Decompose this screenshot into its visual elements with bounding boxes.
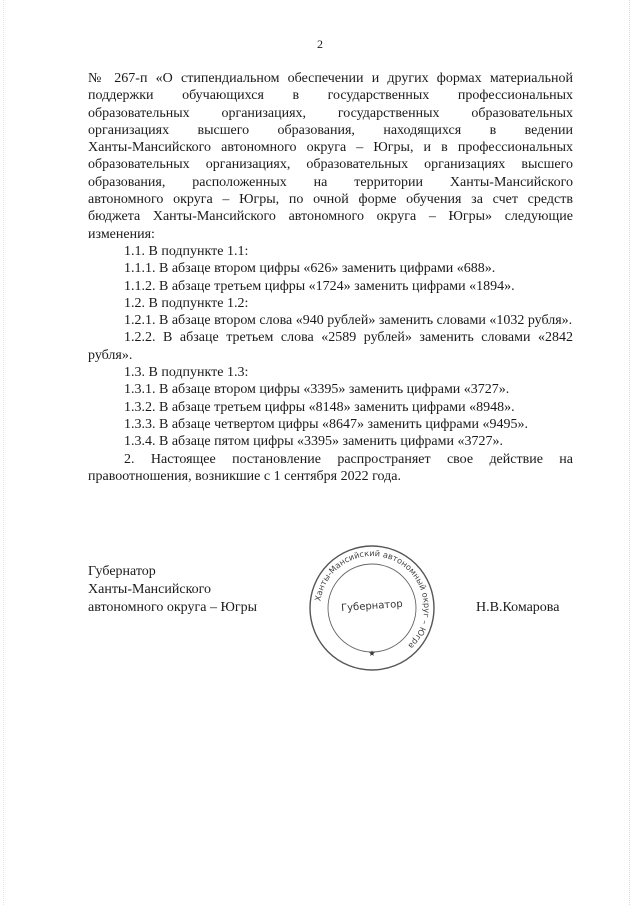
item-1-3-1: 1.3.1. В абзаце втором цифры «3395» заменить цифрами «3727». <box>124 382 510 398</box>
intro-line: изменения: <box>88 226 155 242</box>
item-1-1-2: 1.1.2. В абзаце третьем цифры «1724» заменить цифрами «1894». <box>124 278 515 294</box>
scan-edge-left <box>3 0 4 905</box>
subclause-1-1-heading: 1.1. В подпункте 1.1: <box>124 243 249 259</box>
item-1-3-4: 1.3.4. В абзаце пятом цифры «3395» заменить цифрами «3727». <box>124 434 503 450</box>
intro-line: организациях высшего образования, находящихся в ведении <box>88 122 573 138</box>
intro-line: бюджета Ханты-Мансийского автономного округа – Югры» следующие <box>88 209 573 225</box>
item-1-3-3: 1.3.3. В абзаце четвертом цифры «8647» заменить цифрами «9495». <box>124 416 528 432</box>
seal-center-text: Губернатор <box>340 598 404 615</box>
seal-star-icon: ★ <box>368 649 376 658</box>
intro-line: образовательных организациях, государственных образовательных <box>88 105 573 121</box>
signatory-name: Н.В.Комарова <box>476 600 560 615</box>
signatory-title-line: Губернатор <box>88 564 156 579</box>
intro-line: поддержки обучающихся в государственных профессиональных <box>88 88 573 104</box>
intro-line: образовательных организациях, образовательных организациях высшего <box>88 157 573 173</box>
clause-2: 2. Настоящее постановление распространяет свое действие на правоотношения, возникшие с 1 сентября 2022 года. <box>88 451 573 484</box>
item-1-2-2: 1.2.2. В абзаце третьем слова «2589 рублей» заменить словами «2842 рубля». <box>88 330 573 363</box>
signatory-title <box>88 563 257 617</box>
intro-line: Ханты-Мансийского автономного округа – Югры, и в профессиональных <box>88 140 573 156</box>
scan-edge-right <box>629 0 630 905</box>
intro-line: автономного округа – Югры, по очной форме обучения за счет средств <box>88 192 573 208</box>
item-1-2-1: 1.2.1. В абзаце втором слова «940 рублей» заменить словами «1032 рубля». <box>124 313 573 329</box>
subclause-1-3-heading: 1.3. В подпункте 1.3: <box>124 365 249 381</box>
page-number: 2 <box>317 37 323 51</box>
document-body <box>88 70 573 485</box>
intro-line: образования, расположенных на территории Ханты-Мансийского <box>88 174 573 190</box>
signatory-title-line: автономного округа – Югры <box>88 600 257 615</box>
official-seal <box>307 543 437 673</box>
subclause-1-2-heading: 1.2. В подпункте 1.2: <box>124 295 249 311</box>
seal-ring-text: Ханты-Мансийский автономный округ – Югра <box>312 547 433 652</box>
intro-line: № 267-п «О стипендиальном обеспечении и других формах материальной <box>88 71 573 86</box>
signatory-title-line: Ханты-Мансийского <box>88 582 212 597</box>
item-1-3-2: 1.3.2. В абзаце третьем цифры «8148» заменить цифрами «8948». <box>124 399 515 415</box>
item-1-1-1: 1.1.1. В абзаце втором цифры «626» заменить цифрами «688». <box>124 261 496 277</box>
